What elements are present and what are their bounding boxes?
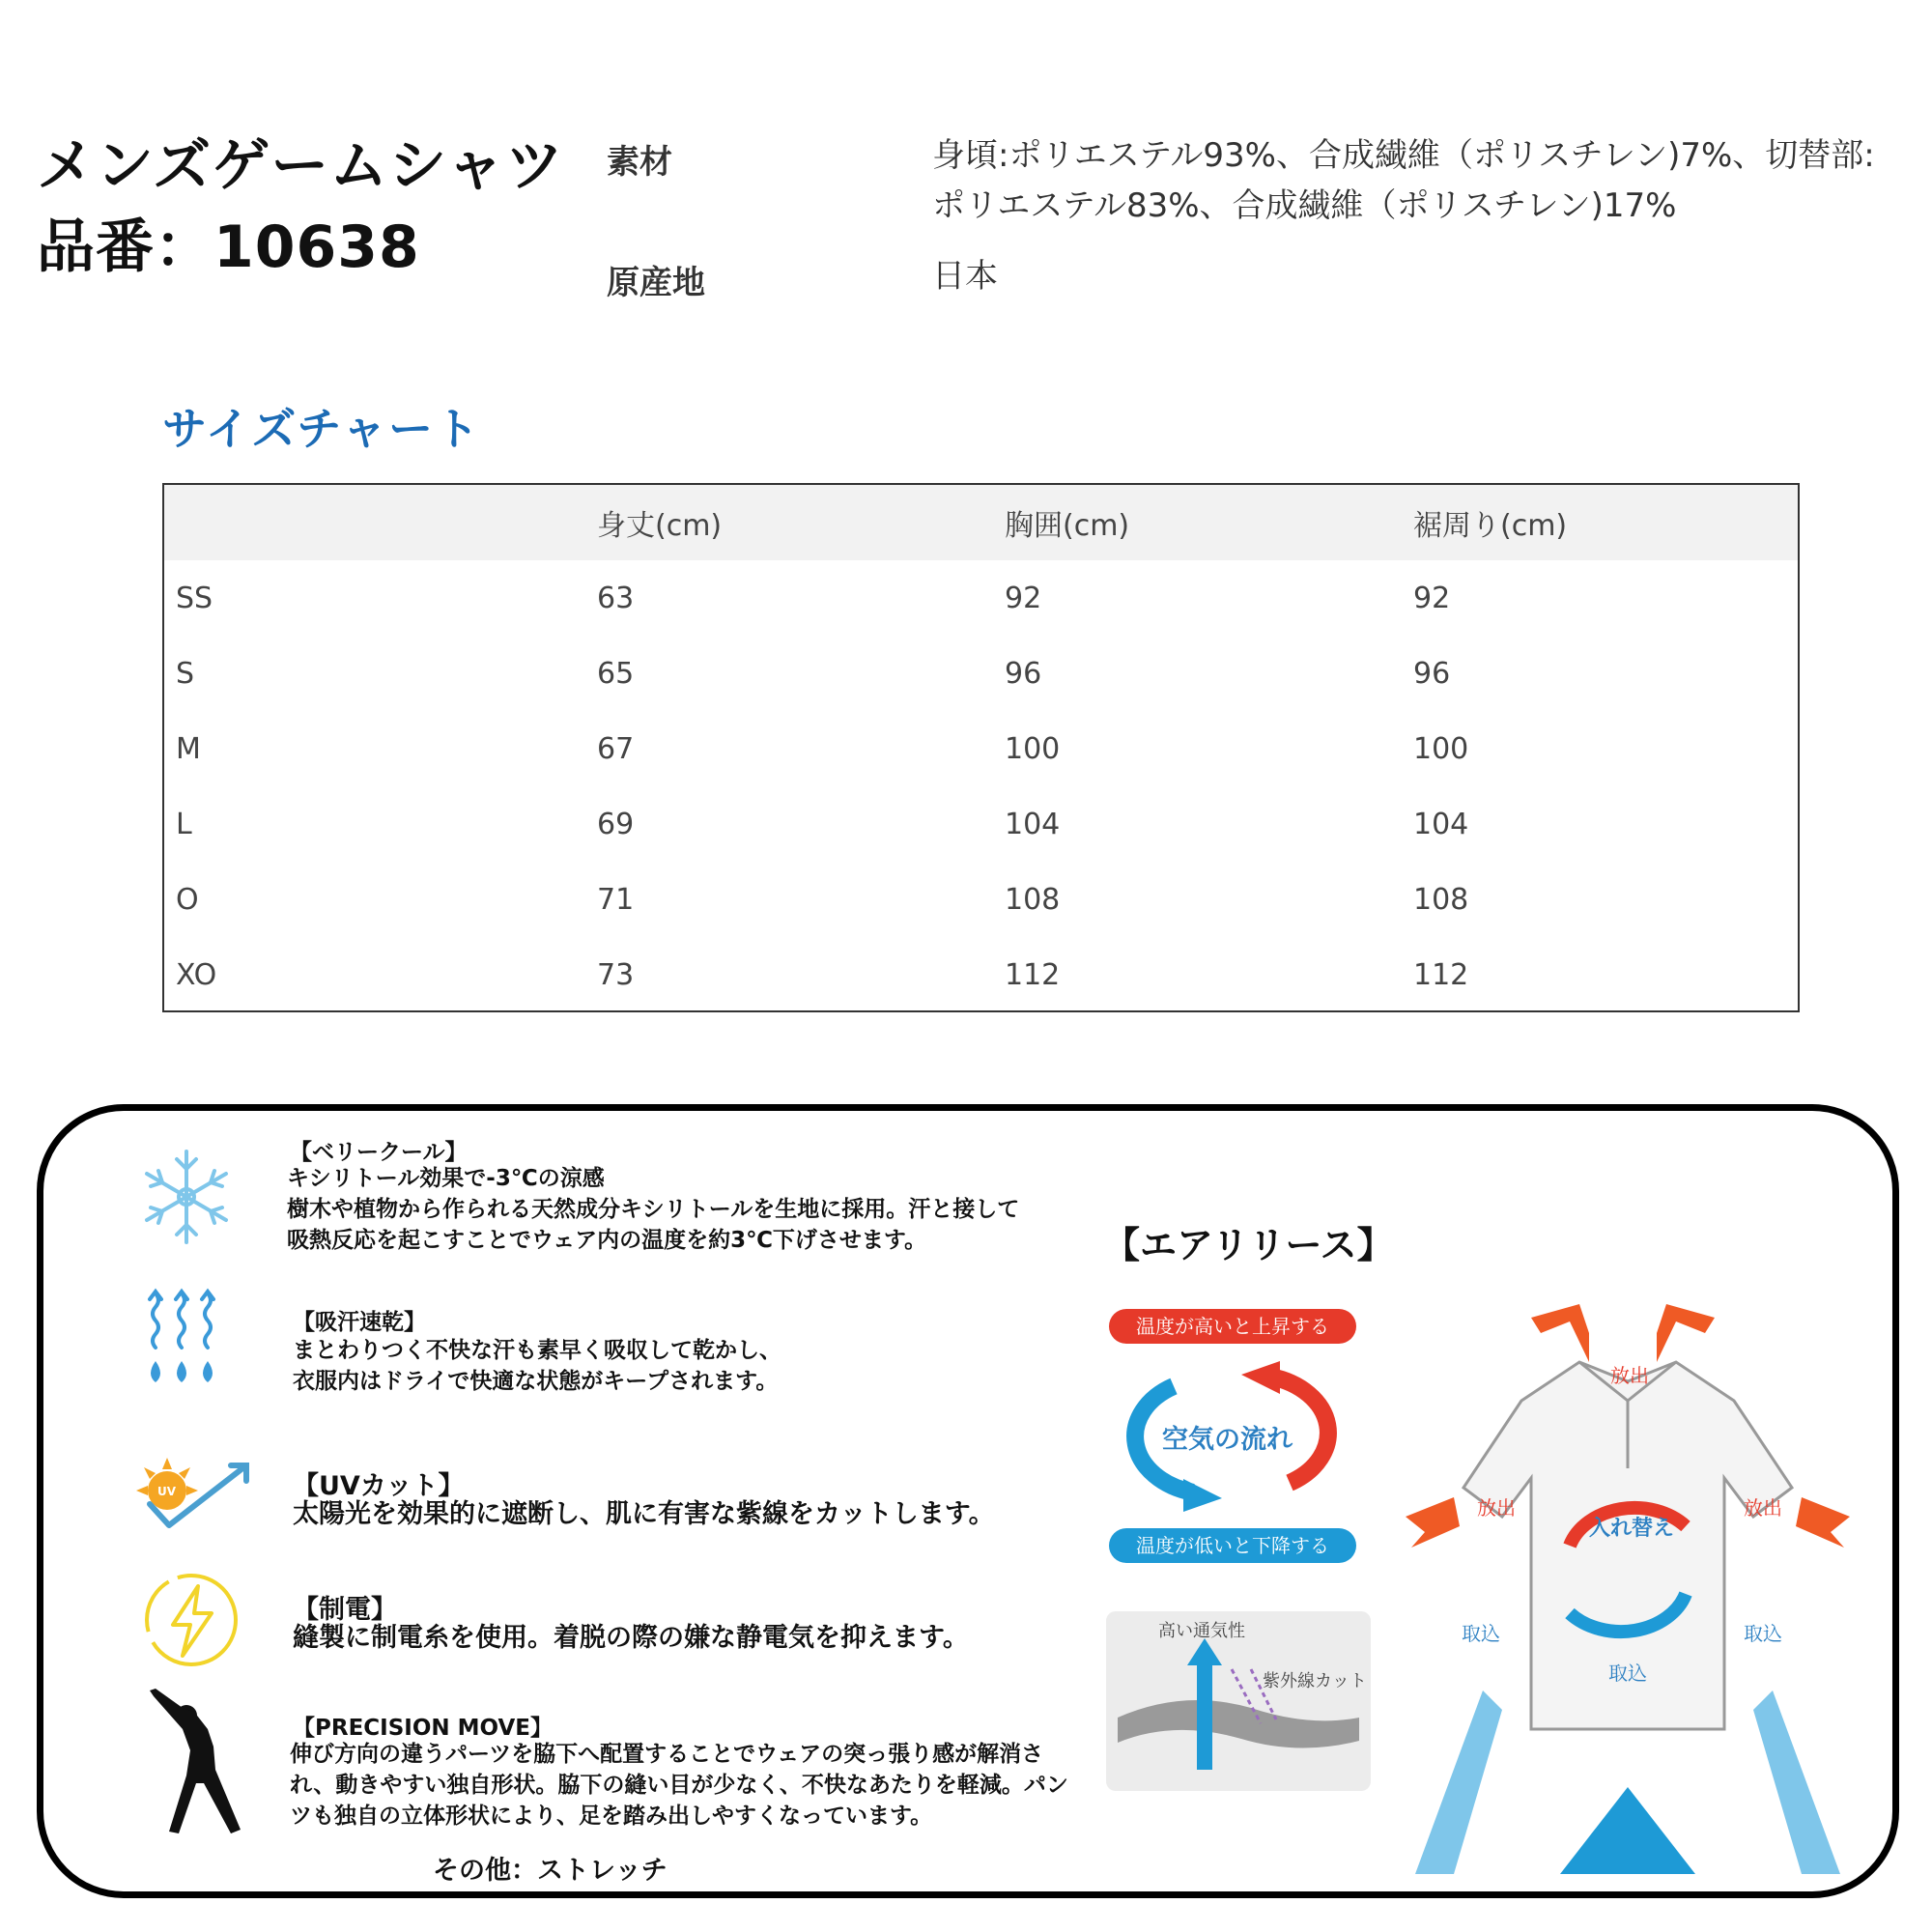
stretching-person-icon [144, 1687, 250, 1841]
pill-temp-low: 温度が低いと下降する [1109, 1528, 1356, 1563]
chest-cell: 92 [1005, 581, 1042, 615]
feature-title-anti-static: 【制電】 [293, 1595, 397, 1625]
fabric-diagram [1106, 1611, 1371, 1791]
shirt-airflow-diagram [1396, 1304, 1860, 1888]
pill-temp-high: 温度が高いと上昇する [1109, 1309, 1356, 1344]
length-cell: 63 [597, 581, 635, 615]
size-cell: L [176, 807, 192, 841]
chest-cell: 96 [1005, 656, 1042, 691]
feature-panel [37, 1104, 1899, 1898]
hem-cell: 104 [1413, 807, 1469, 841]
intake-left-label: 取込 [1462, 1622, 1500, 1645]
chest-cell: 100 [1005, 731, 1061, 766]
hem-cell: 112 [1413, 957, 1469, 992]
feature-desc-very-cool: キシリトール効果で-3℃の涼感 樹木や植物から作られる天然成分キシリトールを生地に採用。汗と接して吸熱反応を起こすことでウェア内の温度を約3℃下げさせます。 [287, 1166, 1020, 1253]
other-features: その他：ストレッチ [433, 1856, 668, 1886]
intake-bottom-label: 取込 [1608, 1662, 1647, 1685]
length-cell: 69 [597, 807, 635, 841]
hem-cell: 92 [1413, 581, 1451, 615]
static-lightning-icon [138, 1567, 244, 1677]
feature-desc-precision-move: 伸び方向の違うパーツを脇下へ配置することでウェアの突っ張り感が解消され、動きやすい独自形状。脇下の縫い目が少なく、不快なあたりを軽減。パンツも独自の立体形状により、足を踏み出しやすくなっています。 [290, 1742, 1068, 1829]
size-cell: SS [176, 581, 213, 615]
release-right-label: 放出 [1744, 1496, 1782, 1520]
feature-desc-quick-dry: まとわりつく不快な汗も素早く吸収して乾かし、 衣服内はドライで快適な状態がキープされます。 [293, 1338, 781, 1394]
size-chart-heading: サイズチャート [162, 403, 482, 455]
swap-label: 入れ替え [1589, 1517, 1675, 1541]
svg-text:UV: UV [157, 1485, 177, 1498]
high-breathability-label: 高い通気性 [1158, 1621, 1245, 1641]
feature-title-precision-move: 【PRECISION MOVE】 [293, 1716, 553, 1741]
release-top-label: 放出 [1610, 1364, 1649, 1387]
hem-cell: 100 [1413, 731, 1469, 766]
table-row [164, 786, 1798, 862]
chest-cell: 108 [1005, 882, 1061, 917]
feature-title-uv-cut: 【UVカット】 [293, 1471, 465, 1501]
product-number: 品番：10638 [37, 213, 420, 281]
material-label: 素材 [607, 143, 672, 182]
column-header-hem: 裾周り(cm) [1402, 485, 1798, 560]
size-cell: S [176, 656, 195, 691]
air-flow-label: 空気の流れ [1162, 1425, 1293, 1455]
table-row [164, 937, 1798, 1012]
uv-sun-icon [127, 1454, 262, 1545]
release-left-label: 放出 [1477, 1496, 1516, 1520]
size-cell: O [176, 882, 199, 917]
column-header-chest: 胸囲(cm) [993, 485, 1402, 560]
hem-cell: 96 [1413, 656, 1451, 691]
hem-cell: 108 [1413, 882, 1469, 917]
origin-label: 原産地 [607, 264, 705, 302]
uv-cut-label: 紫外線カット [1263, 1671, 1367, 1691]
size-cell: M [176, 731, 201, 766]
table-row [164, 636, 1798, 711]
column-header-length: 身丈(cm) [585, 485, 993, 560]
feature-title-quick-dry: 【吸汗速乾】 [293, 1310, 426, 1335]
feature-desc-anti-static: 縫製に制電糸を使用。着脱の際の嫌な静電気を抑えます。 [293, 1623, 969, 1653]
size-chart-table [162, 483, 1800, 1012]
product-title: メンズゲームシャツ [37, 132, 564, 200]
size-chart-header-row [164, 485, 1798, 560]
intake-right-label: 取込 [1744, 1622, 1782, 1645]
chest-cell: 112 [1005, 957, 1061, 992]
length-cell: 73 [597, 957, 635, 992]
origin-value: 日本 [932, 257, 998, 296]
table-row [164, 711, 1798, 786]
length-cell: 65 [597, 656, 635, 691]
size-cell: XO [176, 957, 217, 992]
table-row [164, 560, 1798, 636]
chest-cell: 104 [1005, 807, 1061, 841]
length-cell: 67 [597, 731, 635, 766]
snowflake-icon [133, 1144, 240, 1254]
sweat-drops-icon [138, 1280, 225, 1400]
feature-desc-uv-cut: 太陽光を効果的に遮断し、肌に有害な紫線をカットします。 [293, 1499, 995, 1529]
feature-title-very-cool: 【ベリークール】 [290, 1140, 468, 1165]
product-header [37, 126, 564, 288]
length-cell: 71 [597, 882, 635, 917]
column-header-size [164, 485, 585, 560]
table-row [164, 862, 1798, 937]
air-release-title: 【エアリリース】 [1103, 1224, 1394, 1266]
material-value: 身頃:ポリエステル93%、合成繊維（ポリスチレン)7%、切替部:ポリエステル83%、合成繊維（ポリスチレン)17% [932, 136, 1875, 225]
